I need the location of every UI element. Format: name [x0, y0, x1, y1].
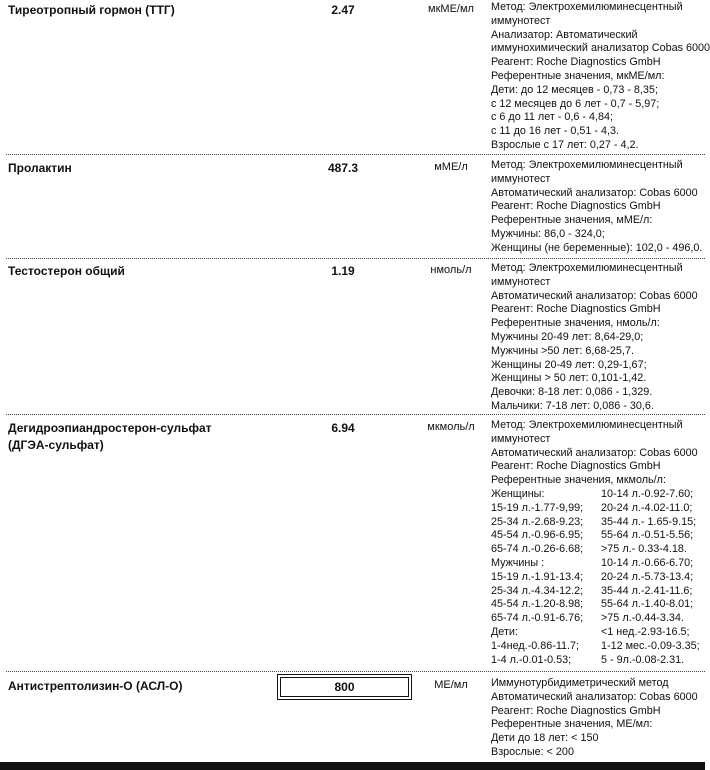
- method-line: Референтные значения, МЕ/мл:: [491, 718, 653, 731]
- method-line: Референтные значения, мкМЕ/мл:: [491, 69, 665, 82]
- test-value: 1.19: [331, 264, 355, 278]
- row-divider: [6, 258, 705, 259]
- page-bottom-border: [0, 762, 705, 770]
- test-unit: МЕ/мл: [434, 679, 468, 691]
- test-unit: мкмоль/л: [427, 421, 475, 433]
- method-line: Мужчины 20-49 лет: 8,64-29,0;: [491, 330, 644, 343]
- ref-cell: Мужчины :: [491, 556, 545, 569]
- ref-cell: 35-44 л.- 1.65-9.15;: [601, 515, 697, 528]
- ref-cell: >75 л.- 0.33-4.18.: [601, 543, 687, 556]
- method-line: Иммунотурбидиметрический метод: [491, 677, 669, 689]
- test-name-line: (ДГЭА-сульфат): [8, 438, 104, 452]
- method-line: Реагент: Roche Diagnostics GmbH: [491, 704, 661, 717]
- row-divider: [6, 671, 705, 672]
- ref-cell: Дети:: [491, 625, 518, 638]
- method-line: Дети до 18 лет: < 150: [491, 732, 599, 745]
- method-line: Референтные значения, мкмоль/л:: [491, 474, 666, 487]
- method-description: [491, 419, 705, 666]
- test-unit: нмоль/л: [430, 264, 472, 276]
- method-line: Взрослые: < 200: [491, 745, 574, 758]
- ref-cell: 65-74 л.-0.91-6.76;: [491, 612, 584, 625]
- method-line: Мужчины >50 лет: 6,68-25,7.: [491, 344, 634, 357]
- method-description: [491, 1, 710, 153]
- reference-grid: [491, 487, 705, 666]
- row-divider: [6, 154, 705, 155]
- test-name: Антистрептолизин-О (АСЛ-О): [8, 679, 183, 693]
- method-line: с 6 до 11 лет - 0,6 - 4,84;: [491, 111, 614, 124]
- method-line: Референтные значения, мМЕ/л:: [491, 214, 653, 227]
- method-line: Автоматический анализатор: Cobas 6000: [491, 289, 698, 302]
- row-divider: [6, 414, 705, 415]
- ref-cell: 1-4 л.-0.01-0.53;: [491, 653, 572, 666]
- test-name: [8, 420, 268, 454]
- ref-cell: Женщины:: [491, 487, 545, 500]
- method-line: Взрослые с 17 лет: 0,27 - 4,2.: [491, 138, 639, 151]
- method-line: Автоматический анализатор: Cobas 6000: [491, 446, 698, 459]
- method-line: Реагент: Roche Diagnostics GmbH: [491, 460, 661, 473]
- ref-cell: 1-4нед.-0.86-11.7;: [491, 639, 580, 652]
- test-name-line: Дегидроэпиандростерон-сульфат: [8, 421, 212, 435]
- test-name: Тиреотропный гормон (ТТГ): [8, 3, 175, 17]
- method-line: с 11 до 16 лет - 0,51 - 4,3.: [491, 125, 620, 138]
- ref-cell: 1-12 мес.-0.09-3.35;: [601, 639, 700, 652]
- ref-cell: 5 - 9л.-0.08-2.31.: [601, 653, 685, 666]
- ref-cell: 55-64 л.-1.40-8.01;: [601, 598, 694, 611]
- method-line: Референтные значения, нмоль/л:: [491, 317, 660, 330]
- method-line: с 12 месяцев до 6 лет - 0,7 - 5,97;: [491, 97, 660, 110]
- ref-cell: 15-19 л.-1.91-13.4;: [491, 570, 584, 583]
- method-line: Реагент: Roche Diagnostics GmbH: [491, 200, 661, 213]
- test-name: Пролактин: [8, 161, 72, 175]
- ref-cell: 20-24 л.-4.02-11.0;: [601, 501, 693, 514]
- method-line: Женщины > 50 лет: 0,101-1,42.: [491, 372, 647, 385]
- ref-cell: 35-44 л.-2.41-11.6;: [601, 584, 693, 597]
- ref-cell: 65-74 л.-0.26-6.68;: [491, 543, 584, 556]
- method-line: Девочки: 8-18 лет: 0,086 - 1,329.: [491, 386, 653, 399]
- method-description: [491, 677, 705, 760]
- method-line: иммунотест: [491, 432, 551, 445]
- method-line: Женщины (не беременные): 102,0 - 496,0.: [491, 241, 703, 254]
- ref-cell: 10-14 л.-0.66-6.70;: [601, 556, 694, 569]
- ref-cell: 20-24 л.-5.73-13.4;: [601, 570, 694, 583]
- method-line: Мальчики: 7-18 лет: 0,086 - 30,6.: [491, 399, 654, 412]
- test-value: 6.94: [331, 421, 355, 435]
- ref-cell: 15-19 л.-1.77-9,99;: [491, 501, 584, 514]
- ref-cell: 10-14 л.-0.92-7.60;: [601, 487, 694, 500]
- method-line: иммунотест: [491, 275, 551, 288]
- ref-cell: 55-64 л.-0.51-5.56;: [601, 529, 694, 542]
- ref-cell: >75 л.-0.44-3.34.: [601, 612, 684, 625]
- method-description: [491, 159, 705, 256]
- method-line: Метод: Электрохемилюминесцентный: [491, 1, 683, 13]
- method-line: Мужчины: 86,0 - 324,0;: [491, 227, 605, 240]
- ref-cell: 25-34 л.-4.34-12.2;: [491, 584, 584, 597]
- method-line: Реагент: Roche Diagnostics GmbH: [491, 56, 661, 69]
- ref-cell: 25-34 л.-2.68-9.23;: [491, 515, 584, 528]
- method-line: Реагент: Roche Diagnostics GmbH: [491, 303, 661, 316]
- method-line: Метод: Электрохемилюминесцентный: [491, 419, 683, 431]
- test-unit: мМЕ/л: [434, 161, 468, 173]
- test-unit: мкМЕ/мл: [428, 3, 474, 15]
- method-line: иммунотест: [491, 172, 551, 185]
- method-line: Метод: Электрохемилюминесцентный: [491, 159, 683, 171]
- method-line: Автоматический анализатор: Cobas 6000: [491, 186, 698, 199]
- method-description: [491, 262, 705, 414]
- method-line: Метод: Электрохемилюминесцентный: [491, 262, 683, 274]
- ref-cell: 45-54 л.-0.96-6.95;: [491, 529, 584, 542]
- test-value: 2.47: [331, 3, 355, 17]
- ref-cell: <1 нед.-2.93-16.5;: [601, 625, 690, 638]
- method-line: Анализатор: Автоматический: [491, 28, 638, 41]
- method-line: иммунотест: [491, 14, 551, 27]
- method-line: Автоматический анализатор: Cobas 6000: [491, 690, 698, 703]
- method-line: иммунохимический анализатор Cobas 6000: [491, 42, 710, 55]
- test-value: 487.3: [327, 161, 359, 175]
- test-value-flagged: 800: [277, 674, 412, 700]
- method-line: Дети: до 12 месяцев - 0,73 - 8,35;: [491, 83, 658, 96]
- ref-cell: 45-54 л.-1.20-8.98;: [491, 598, 584, 611]
- method-line: Женщины 20-49 лет: 0,29-1,67;: [491, 358, 647, 371]
- test-name: Тестостерон общий: [8, 264, 125, 278]
